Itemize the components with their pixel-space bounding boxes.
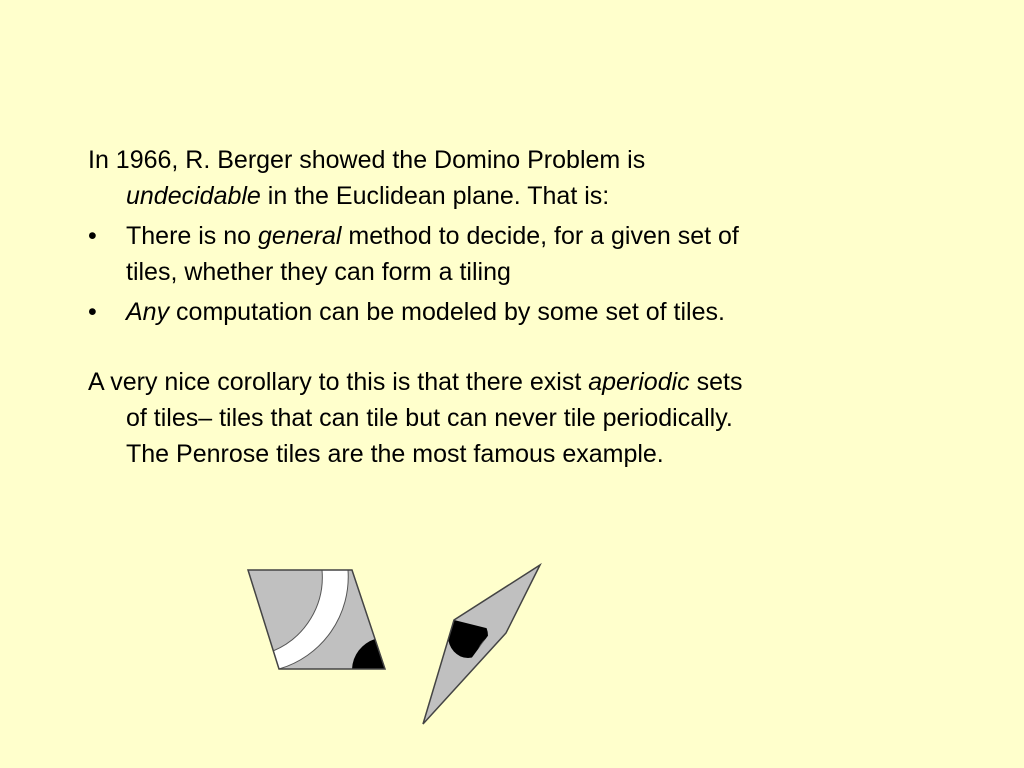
penrose-thick-rhombus-tile — [248, 570, 385, 669]
penrose-thin-rhombus-tile — [423, 565, 540, 724]
paragraph-corollary-text-1: A very nice corollary to this is that there exist — [88, 368, 589, 396]
paragraph-corollary-italic: aperiodic — [588, 368, 690, 396]
bullet-item-1-italic: general — [258, 222, 342, 250]
paragraph-corollary-text-2: sets of tiles– tiles that can tile but can never tile periodically. The Penrose tiles are the most famous example. — [126, 368, 743, 468]
bullet-dot: • — [88, 222, 97, 250]
bullet-item-1-text-2: method to decide, for a given set of tiles, whether they can form a tiling — [126, 222, 739, 286]
bullet-dot: • — [88, 298, 97, 326]
paragraph-berger-text-1: In 1966, R. Berger showed the Domino Problem is — [88, 146, 646, 174]
bullet-item-1-text-1: There is no — [126, 222, 259, 250]
bullet-item-2-italic: Any — [126, 298, 170, 326]
paragraph-berger-italic: undecidable — [126, 182, 261, 210]
bullet-item-2-text-2: computation can be modeled by some set of tiles. — [169, 298, 725, 326]
paragraph-berger-text-2: in the Euclidean plane. That is: — [260, 182, 610, 210]
